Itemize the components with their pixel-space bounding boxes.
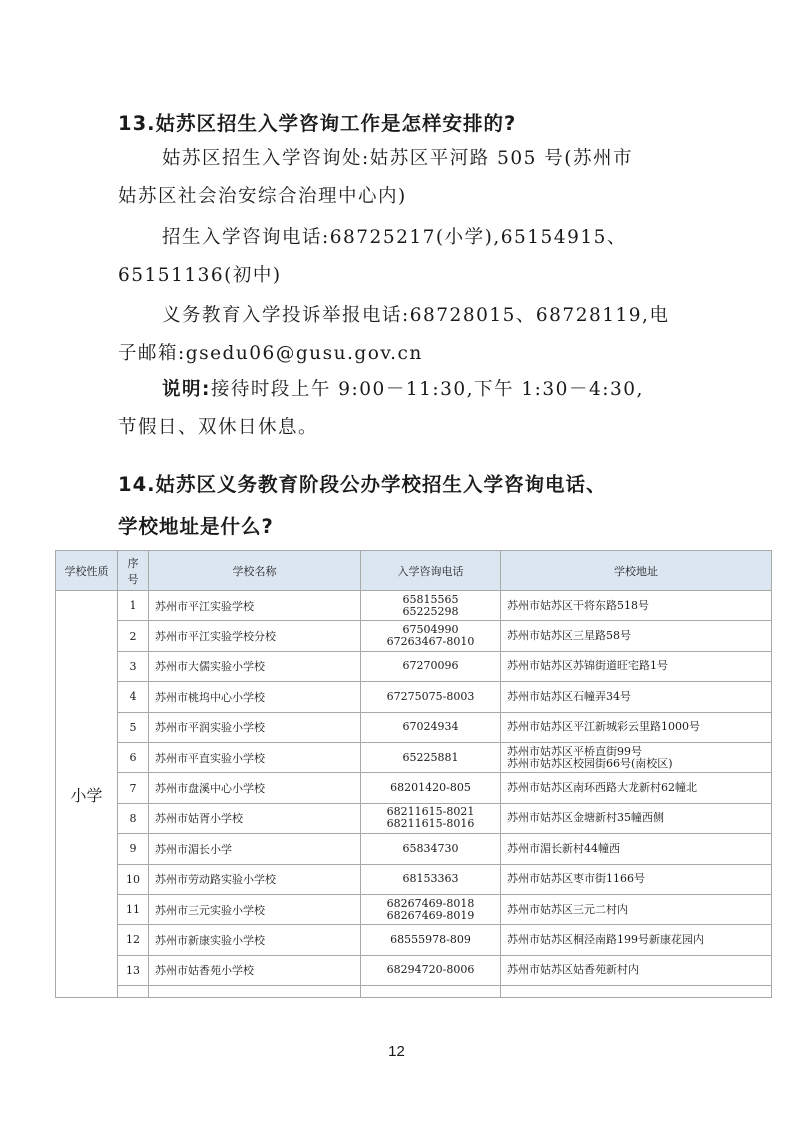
index-cell: 12 <box>118 925 149 955</box>
address-line: 苏州市姑苏区金塘新村35幢西侧 <box>507 811 664 825</box>
table-row <box>56 712 772 742</box>
q14-heading-line2: 学校地址是什么? <box>118 515 274 538</box>
phone-number: 65834730 <box>402 841 459 855</box>
school-table <box>55 550 772 998</box>
phone-number: 68201420-805 <box>390 781 471 795</box>
address-line: 苏州市姑苏区干将东路518号 <box>507 598 649 612</box>
phone-cell <box>361 712 501 742</box>
phone-number: 65225881 <box>402 750 459 764</box>
phone-cell <box>361 773 501 803</box>
table-row <box>56 894 772 924</box>
index-cell: 9 <box>118 834 149 864</box>
phone-cell <box>361 651 501 681</box>
index-cell: 4 <box>118 682 149 712</box>
address-cell <box>501 925 772 955</box>
index-cell: 8 <box>118 803 149 833</box>
table-row <box>56 621 772 651</box>
address-cell <box>501 621 772 651</box>
phone-cell <box>361 682 501 712</box>
q13-heading: 13.姑苏区招生入学咨询工作是怎样安排的? <box>118 112 517 135</box>
address-line: 苏州市湄长新村44幢西 <box>507 841 620 855</box>
phone-number: 68211615-8021 <box>386 805 475 819</box>
empty-cell <box>149 986 361 998</box>
phone-number: 68267469-8018 <box>386 896 475 910</box>
address-cell <box>501 955 772 985</box>
header-index: 序号 <box>118 551 149 591</box>
index-cell: 3 <box>118 651 149 681</box>
school-name-cell: 苏州市桃坞中心小学校 <box>149 682 361 712</box>
page-number: 12 <box>388 1043 405 1060</box>
phone-number: 68294720-8006 <box>386 963 475 977</box>
address-cell <box>501 651 772 681</box>
school-name-cell: 苏州市大儒实验小学校 <box>149 651 361 681</box>
header-phone: 入学咨询电话 <box>361 551 501 591</box>
index-cell: 10 <box>118 864 149 894</box>
school-name-cell: 苏州市三元实验小学校 <box>149 894 361 924</box>
phone-cell <box>361 742 501 772</box>
address-cell <box>501 773 772 803</box>
phone-number: 68211615-8016 <box>386 817 475 831</box>
note-label: 说明: <box>162 379 211 400</box>
phone-cell <box>361 894 501 924</box>
phone-number: 65815565 <box>402 592 459 606</box>
address-line: 苏州市姑苏区苏锦街道旺宅路1号 <box>507 659 668 673</box>
address-line: 苏州市姑苏区南环西路大龙新村62幢北 <box>507 781 697 795</box>
address-line: 苏州市姑苏区石幢弄34号 <box>507 689 631 703</box>
table-row <box>56 803 772 833</box>
address-line: 苏州市姑苏区平江新城彩云里路1000号 <box>507 720 700 734</box>
phone-number: 67504990 <box>402 623 459 637</box>
index-cell: 11 <box>118 894 149 924</box>
complaint-line2: 子邮箱:gsedu06@gusu.gov.cn <box>118 343 423 364</box>
school-name-cell: 苏州市姑胥小学校 <box>149 803 361 833</box>
phone-line2: 65151136(初中) <box>118 265 282 286</box>
index-cell: 2 <box>118 621 149 651</box>
phone-cell <box>361 803 501 833</box>
phone-number: 67263467-8010 <box>386 635 475 649</box>
address-line: 苏州市姑苏区三元二村内 <box>507 902 628 916</box>
q14-heading-line1: 14.姑苏区义务教育阶段公办学校招生入学咨询电话、 <box>118 473 607 496</box>
address-cell <box>501 803 772 833</box>
q13-consult-place <box>118 140 678 216</box>
address-line: 苏州市姑苏区桐泾南路199号新康花园内 <box>507 932 704 946</box>
school-name-cell: 苏州市湄长小学 <box>149 834 361 864</box>
category-cell: 小学 <box>56 591 118 998</box>
address-cell <box>501 712 772 742</box>
index-cell: 7 <box>118 773 149 803</box>
empty-cell <box>501 986 772 998</box>
address-line: 苏州市姑苏区校园街66号(南校区) <box>507 756 673 770</box>
q13-note <box>118 371 678 447</box>
phone-cell <box>361 925 501 955</box>
table-row <box>56 591 772 621</box>
table-row <box>56 651 772 681</box>
q13-phone <box>118 219 678 295</box>
header-category: 学校性质 <box>56 551 118 591</box>
school-name-cell: 苏州市新康实验小学校 <box>149 925 361 955</box>
q13-complaint <box>118 297 678 373</box>
table-row <box>56 925 772 955</box>
address-cell <box>501 682 772 712</box>
note-line2: 节假日、双休日休息。 <box>118 417 319 438</box>
address-line: 苏州市姑苏区枣市街1166号 <box>507 872 645 886</box>
school-name-cell: 苏州市盘溪中心小学校 <box>149 773 361 803</box>
phone-number: 68555978-809 <box>390 932 471 946</box>
table-row <box>56 773 772 803</box>
phone-number: 68267469-8019 <box>386 908 475 922</box>
phone-number: 68153363 <box>402 872 459 886</box>
table-row <box>56 955 772 985</box>
table-row <box>56 742 772 772</box>
address-cell <box>501 591 772 621</box>
school-name-cell: 苏州市平江实验学校 <box>149 591 361 621</box>
index-cell: 13 <box>118 955 149 985</box>
index-cell: 1 <box>118 591 149 621</box>
phone-cell <box>361 621 501 651</box>
header-address: 学校地址 <box>501 551 772 591</box>
school-name-cell: 苏州市平江实验学校分校 <box>149 621 361 651</box>
phone-cell <box>361 591 501 621</box>
address-cell <box>501 864 772 894</box>
phone-cell <box>361 955 501 985</box>
school-name-cell: 苏州市平润实验小学校 <box>149 712 361 742</box>
table-row-continuation <box>56 986 772 998</box>
phone-number: 67275075-8003 <box>386 689 475 703</box>
empty-cell <box>361 986 501 998</box>
table-header-row <box>56 551 772 591</box>
address-cell <box>501 742 772 772</box>
table-row <box>56 834 772 864</box>
phone-number: 67270096 <box>402 659 459 673</box>
header-name: 学校名称 <box>149 551 361 591</box>
address-line: 苏州市姑苏区三星路58号 <box>507 629 631 643</box>
school-name-cell: 苏州市劳动路实验小学校 <box>149 864 361 894</box>
q14-heading <box>118 464 607 548</box>
phone-line1: 招生入学咨询电话:68725217(小学),65154915、 <box>162 227 627 248</box>
table-body <box>56 591 772 998</box>
phone-cell <box>361 864 501 894</box>
phone-number: 65225298 <box>402 604 459 618</box>
consult-place-line2: 姑苏区社会治安综合治理中心内) <box>118 186 407 207</box>
note-line1: 接待时段上午 9:00－11:30,下午 1:30－4:30, <box>210 379 644 400</box>
table-row <box>56 864 772 894</box>
school-name-cell: 苏州市姑香苑小学校 <box>149 955 361 985</box>
address-cell <box>501 834 772 864</box>
school-name-cell: 苏州市平直实验小学校 <box>149 742 361 772</box>
index-cell: 6 <box>118 742 149 772</box>
phone-cell <box>361 834 501 864</box>
index-cell: 5 <box>118 712 149 742</box>
address-line: 苏州市姑苏区姑香苑新村内 <box>507 963 639 977</box>
consult-place-line1: 姑苏区招生入学咨询处:姑苏区平河路 505 号(苏州市 <box>162 148 634 169</box>
table-row <box>56 682 772 712</box>
phone-number: 67024934 <box>402 720 459 734</box>
complaint-line1: 义务教育入学投诉举报电话:68728015、68728119,电 <box>162 305 670 326</box>
empty-cell <box>118 986 149 998</box>
address-line: 苏州市姑苏区平桥直街99号 <box>507 744 642 758</box>
address-cell <box>501 894 772 924</box>
